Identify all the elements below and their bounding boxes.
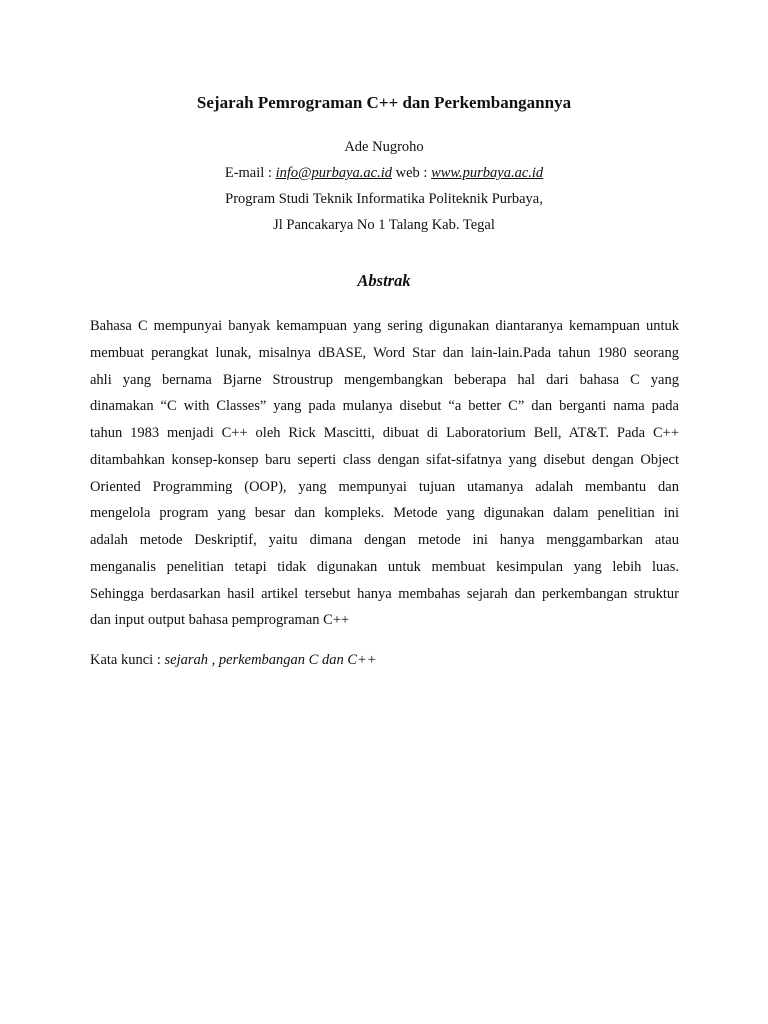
abstract-line: membuat perangkat lunak, misalnya dBASE, Word Star dan lain-lain.Pada tahun 1980 seorang [90,344,679,361]
abstract-body [90,313,679,634]
abstract-line: Oriented Programming (OOP), yang mempunyai tujuan utamanya adalah membantu dan [90,478,679,495]
email-label: E-mail : [224,165,276,181]
abstract-line: tahun 1983 menjadi C++ oleh Rick Mascitti, dibuat di Laboratorium Bell, AT&T. Pada C++ [90,425,679,441]
abstract-line: ahli yang bernama Bjarne Stroustrup mengembangkan beberapa hal dari bahasa C yang [90,371,679,388]
author-name: Ade Nugroho [344,139,424,155]
paper-title: Sejarah Pemrograman C++ dan Perkembangannya [196,93,572,112]
abstract-line: Sehingga berdasarkan hasil artikel tersebut hanya membahas sejarah dan perkembangan struktur [90,585,679,602]
web-label: web : [392,165,432,181]
abstract-line: menganalis penelitian tetapi tidak digunakan untuk membuat kesimpulan yang lebih luas. [90,558,679,575]
abstract-line: dan input output bahasa pemprograman C++ [90,612,350,629]
abstract-line: Bahasa C mempunyai banyak kemampuan yang sering digunakan diantaranya kemampuan untuk [90,318,679,334]
web-link[interactable]: www.purbaya.ac.id [431,165,544,181]
keywords-label: Kata kunci : [90,652,165,668]
contact-line [0,163,768,183]
email-link[interactable]: info@purbaya.ac.id [275,165,393,181]
abstract-line: dinamakan “C with Classes” yang pada mulanya disebut “a better C” dan berganti nama pada [90,398,679,415]
abstract-line: ditambahkan konsep-konsep baru seperti class dengan sifat-sifatnya yang disebut dengan Object [90,451,679,468]
keywords-line [90,649,377,671]
affiliation-line-2: Jl Pancakarya No 1 Talang Kab. Tegal [273,217,495,233]
keywords-values: sejarah , perkembangan C dan C++ [164,652,377,668]
affiliation-line-1: Program Studi Teknik Informatika Politeknik Purbaya, [225,191,543,207]
abstract-heading: Abstrak [357,271,411,290]
abstract-line: adalah metode Deskriptif, yaitu dimana dengan metode ini hanya menggambarkan atau [90,532,679,548]
abstract-line: mengelola program yang besar dan kompleks. Metode yang digunakan dalam penelitian ini [90,505,679,522]
